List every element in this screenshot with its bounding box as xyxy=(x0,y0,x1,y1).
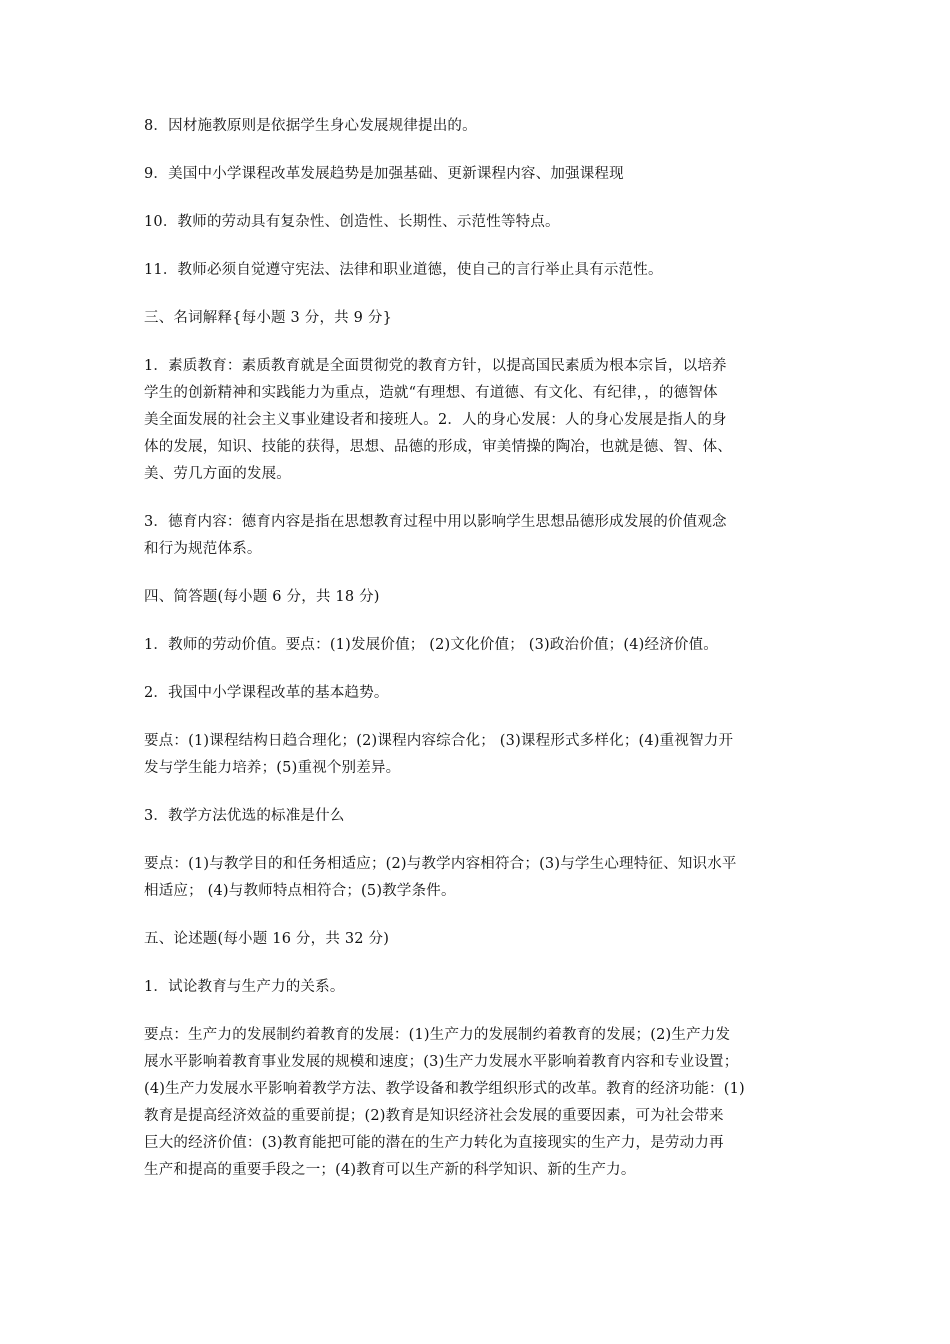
text-line: 9．美国中小学课程改革发展趋势是加强基础、更新课程内容、加强课程现 xyxy=(144,166,624,182)
section-heading-short-answer xyxy=(144,584,808,611)
text-line: 发与学生能力培养；(5)重视个别差异。 xyxy=(144,760,401,776)
term-quality-education xyxy=(144,353,808,488)
text-line: 相适应； (4)与教师特点相符合；(5)教学条件。 xyxy=(144,883,456,899)
text-line: 美全面发展的社会主义事业建设者和接班人。2．人的身心发展：人的身心发展是指人的身 xyxy=(144,412,727,428)
text-line: 巨大的经济价值：(3)教育能把可能的潜在的生产力转化为直接现实的生产力，是劳动力再 xyxy=(144,1135,724,1151)
text-line: 要点：生产力的发展制约着教育的发展：(1)生产力的发展制约着教育的发展；(2)生产力发 xyxy=(144,1027,731,1043)
text-line: (4)生产力发展水平影响着教学方法、教学设备和教学组织形式的改革。教育的经济功能：(1) xyxy=(144,1081,745,1097)
short-answer-1 xyxy=(144,632,808,659)
short-answer-3-answer xyxy=(144,851,808,905)
text-line: 3．德育内容：德育内容是指在思想教育过程中用以影响学生思想品德形成发展的价值观念 xyxy=(144,514,727,530)
text-line: 要点：(1)课程结构日趋合理化；(2)课程内容综合化； (3)课程形式多样化；(4)重视智力开 xyxy=(144,733,734,749)
text-line: 体的发展，知识、技能的获得，思想、品德的形成，审美情操的陶冶，也就是德、智、体、 xyxy=(144,439,732,455)
text-line: 教育是提高经济效益的重要前提；(2)教育是知识经济社会发展的重要因素，可为社会带来 xyxy=(144,1108,724,1124)
section-heading-essay xyxy=(144,926,808,953)
document-page xyxy=(144,113,808,1205)
text-line: 学生的创新精神和实践能力为重点，造就“有理想、有道德、有文化、有纪律，，的德智体 xyxy=(144,385,718,401)
paragraph-item-10 xyxy=(144,209,808,236)
text-line: 美、劳几方面的发展。 xyxy=(144,466,291,482)
text-line: 三、名词解释{每小题 3 分，共 9 分} xyxy=(144,310,393,326)
paragraph-item-11 xyxy=(144,257,808,284)
text-line: 要点：(1)与教学目的和任务相适应；(2)与教学内容相符合；(3)与学生心理特征、知识水平 xyxy=(144,856,737,872)
section-heading-terms xyxy=(144,305,808,332)
short-answer-2-question xyxy=(144,680,808,707)
text-line: 8．因材施教原则是依据学生身心发展规律提出的。 xyxy=(144,118,477,134)
text-line: 四、简答题(每小题 6 分，共 18 分) xyxy=(144,589,380,605)
text-line: 1．素质教育：素质教育就是全面贯彻党的教育方针，以提高国民素质为根本宗旨，以培养 xyxy=(144,358,727,374)
essay-1-question xyxy=(144,974,808,1001)
text-line: 3．教学方法优选的标准是什么 xyxy=(144,808,345,824)
short-answer-3-question xyxy=(144,803,808,830)
text-line: 11．教师必须自觉遵守宪法、法律和职业道德，使自己的言行举止具有示范性。 xyxy=(144,262,663,278)
text-line: 10．教师的劳动具有复杂性、创造性、长期性、示范性等特点。 xyxy=(144,214,560,230)
short-answer-2-answer xyxy=(144,728,808,782)
text-line: 和行为规范体系。 xyxy=(144,541,262,557)
paragraph-item-8 xyxy=(144,113,808,140)
essay-1-answer xyxy=(144,1022,808,1184)
text-line: 生产和提高的重要手段之一；(4)教育可以生产新的科学知识、新的生产力。 xyxy=(144,1162,636,1178)
text-line: 1．试论教育与生产力的关系。 xyxy=(144,979,345,995)
text-line: 展水平影响着教育事业发展的规模和速度；(3)生产力发展水平影响着教育内容和专业设置； xyxy=(144,1054,739,1070)
paragraph-item-9 xyxy=(144,161,808,188)
text-line: 五、论述题(每小题 16 分，共 32 分) xyxy=(144,931,390,947)
term-moral-education-content xyxy=(144,509,808,563)
text-line: 1．教师的劳动价值。要点：(1)发展价值； (2)文化价值； (3)政治价值；(4)经济价值。 xyxy=(144,637,718,653)
text-line: 2．我国中小学课程改革的基本趋势。 xyxy=(144,685,389,701)
